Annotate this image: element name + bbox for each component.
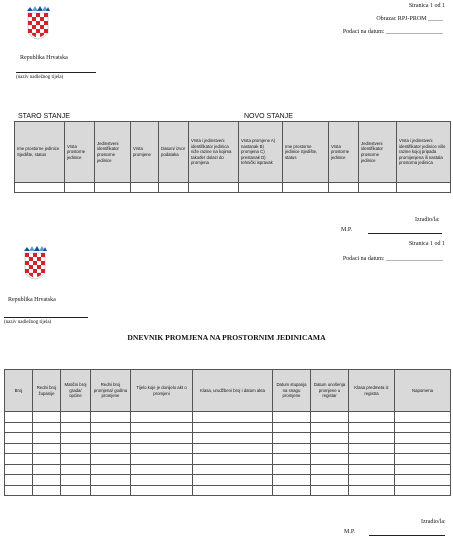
old-state-heading: STARO STANJE — [18, 113, 70, 120]
column-header: Klasa, urudžbeni broj i datum akta — [193, 370, 273, 412]
table-cell[interactable] — [15, 183, 65, 193]
column-header: Vrsta promjene A) nastanak B) promjena C) prestanak D) tehnički ispravak — [239, 122, 283, 183]
column-header: Ime prostorne jedinice Sjedište, status — [15, 122, 65, 183]
table-cell[interactable] — [349, 475, 395, 486]
table-cell[interactable] — [311, 433, 349, 444]
column-header: Vrsta i jedinstveni identifikator jedinica niže razine na kojima također dolazi do promjena — [189, 122, 239, 183]
table-row — [5, 433, 451, 444]
table-row — [5, 454, 451, 465]
table-cell[interactable] — [311, 475, 349, 486]
column-header: Datum unošenja promjene u registar — [311, 370, 349, 412]
table-cell[interactable] — [359, 183, 397, 193]
table-cell[interactable] — [349, 433, 395, 444]
table-cell[interactable] — [193, 433, 273, 444]
page-number: Stranica 1 od 1 — [408, 3, 445, 9]
table-cell[interactable] — [193, 454, 273, 465]
table-cell[interactable] — [91, 464, 131, 475]
column-header: Redni broj promjena/ godina promjene — [91, 370, 131, 412]
table-cell[interactable] — [5, 485, 33, 496]
table-cell[interactable] — [273, 433, 311, 444]
table-cell[interactable] — [283, 183, 329, 193]
column-header: Vrsta promjene — [131, 122, 159, 183]
table-cell[interactable] — [33, 464, 61, 475]
column-header: Vrsta prostorne jedinice — [329, 122, 359, 183]
table-cell[interactable] — [33, 412, 61, 423]
table-cell[interactable] — [131, 412, 193, 423]
table-cell[interactable] — [91, 412, 131, 423]
table-row — [5, 422, 451, 433]
data-date-field[interactable]: Podaci na datum: ___________________ — [342, 29, 443, 35]
table-cell[interactable] — [5, 454, 33, 465]
table-cell[interactable] — [159, 183, 189, 193]
table-cell[interactable] — [311, 485, 349, 496]
table-cell[interactable] — [131, 454, 193, 465]
table-cell[interactable] — [349, 454, 395, 465]
table-cell[interactable] — [349, 485, 395, 496]
table-cell[interactable] — [395, 422, 451, 433]
table-header-row — [15, 122, 451, 183]
table-cell[interactable] — [61, 464, 91, 475]
croatia-coat-of-arms-icon — [26, 6, 50, 46]
table-cell[interactable] — [239, 183, 283, 193]
signature-line[interactable] — [369, 535, 445, 536]
authority-caption: (naziv nadležnog tijela) — [16, 75, 64, 80]
table-row — [5, 443, 451, 454]
column-header: Jedinstveni identifikator prostorne jedinice — [95, 122, 131, 183]
table-cell[interactable] — [311, 412, 349, 423]
table-cell[interactable] — [61, 443, 91, 454]
new-state-heading: NOVO STANJE — [244, 113, 293, 120]
table-header-row — [5, 370, 451, 412]
table-cell[interactable] — [33, 422, 61, 433]
table-cell[interactable] — [329, 183, 359, 193]
table-row — [15, 183, 451, 193]
table-cell[interactable] — [395, 485, 451, 496]
table-cell[interactable] — [395, 412, 451, 423]
table-cell[interactable] — [91, 475, 131, 486]
signature-line[interactable] — [368, 233, 442, 234]
table-cell[interactable] — [349, 443, 395, 454]
table-cell[interactable] — [5, 475, 33, 486]
table-cell[interactable] — [349, 422, 395, 433]
table-cell[interactable] — [131, 475, 193, 486]
table-cell[interactable] — [273, 464, 311, 475]
table-cell[interactable] — [349, 412, 395, 423]
form-code: Obrazac RPJ-PROM _____ — [376, 16, 443, 22]
table-cell[interactable] — [193, 412, 273, 423]
table-cell[interactable] — [131, 485, 193, 496]
table-cell[interactable] — [273, 443, 311, 454]
table-cell[interactable] — [395, 464, 451, 475]
column-header: Redni broj županije — [33, 370, 61, 412]
table-row — [5, 485, 451, 496]
data-date-field[interactable]: Podaci na datum: ___________________ — [342, 256, 443, 262]
table-row — [5, 464, 451, 475]
table-cell[interactable] — [131, 464, 193, 475]
column-header: Napomena — [395, 370, 451, 412]
table-cell[interactable] — [193, 485, 273, 496]
table-cell[interactable] — [33, 443, 61, 454]
table-cell[interactable] — [61, 485, 91, 496]
table-cell[interactable] — [193, 443, 273, 454]
column-header: Matični broj grada/ općine — [61, 370, 91, 412]
table-row — [5, 475, 451, 486]
table-cell[interactable] — [349, 464, 395, 475]
table-cell[interactable] — [5, 464, 33, 475]
table-cell[interactable] — [61, 475, 91, 486]
country-name: Republika Hrvatska — [8, 297, 56, 303]
table-cell[interactable] — [311, 422, 349, 433]
table-cell[interactable] — [95, 183, 131, 193]
table-cell[interactable] — [61, 433, 91, 444]
table-cell[interactable] — [131, 443, 193, 454]
table-cell[interactable] — [61, 412, 91, 423]
stamp-label: M.P. — [341, 227, 353, 233]
table-cell[interactable] — [395, 443, 451, 454]
table-cell[interactable] — [61, 454, 91, 465]
table-cell[interactable] — [91, 443, 131, 454]
table-cell[interactable] — [193, 422, 273, 433]
column-header: Vrsta prostorne jedinice — [65, 122, 95, 183]
column-header: Jedinstveni identifikator prostorne jedinice — [359, 122, 397, 183]
change-log-table — [4, 369, 451, 496]
stamp-label: M.P. — [344, 529, 356, 535]
table-cell[interactable] — [33, 454, 61, 465]
column-header: Datum stupanja na snagu promjene — [273, 370, 311, 412]
table-cell[interactable] — [273, 412, 311, 423]
column-header: Datum/ izvor podataka — [159, 122, 189, 183]
prepared-by-label: Izradio/la: — [415, 217, 440, 223]
table-cell[interactable] — [273, 485, 311, 496]
page-number: Stranica 1 od 1 — [408, 241, 445, 247]
table-cell[interactable] — [33, 475, 61, 486]
table-cell[interactable] — [131, 183, 159, 193]
table-cell[interactable] — [273, 454, 311, 465]
authority-caption: (naziv nadležnog tijela) — [4, 320, 52, 325]
table-cell[interactable] — [395, 433, 451, 444]
column-header: Ime prostorne jedinice Sjedište, status — [283, 122, 329, 183]
column-header: Vrsta i jedinstveni identifikator jedinice više razine kojoj pripada promijenjena ili nastala prostorna jedinica — [397, 122, 451, 183]
column-header: Tijelo koje je donijelo akt o promjeni — [131, 370, 193, 412]
authority-name-line[interactable] — [4, 317, 88, 318]
table-cell[interactable] — [91, 422, 131, 433]
table-cell[interactable] — [193, 475, 273, 486]
table-cell[interactable] — [131, 433, 193, 444]
table-cell[interactable] — [65, 183, 95, 193]
column-header: Broj — [5, 370, 33, 412]
table-cell[interactable] — [33, 433, 61, 444]
table-cell[interactable] — [397, 183, 451, 193]
table-cell[interactable] — [91, 433, 131, 444]
table-cell[interactable] — [311, 443, 349, 454]
table-cell[interactable] — [131, 422, 193, 433]
changes-form-table — [14, 121, 451, 193]
country-name: Republika Hrvatska — [20, 55, 68, 61]
table-cell[interactable] — [395, 475, 451, 486]
table-cell[interactable] — [311, 454, 349, 465]
table-cell[interactable] — [395, 454, 451, 465]
table-cell[interactable] — [91, 454, 131, 465]
table-row — [5, 412, 451, 423]
authority-name-line[interactable] — [16, 72, 96, 73]
table-cell[interactable] — [5, 433, 33, 444]
table-cell[interactable] — [5, 422, 33, 433]
document-title: DNEVNIK PROMJENA NA PROSTORNIM JEDINICAMA — [127, 333, 326, 342]
table-cell[interactable] — [5, 443, 33, 454]
table-cell[interactable] — [311, 464, 349, 475]
table-cell[interactable] — [193, 464, 273, 475]
prepared-by-label: Izradio/la: — [421, 519, 446, 525]
table-cell[interactable] — [33, 485, 61, 496]
table-cell[interactable] — [5, 412, 33, 423]
table-cell[interactable] — [273, 475, 311, 486]
croatia-coat-of-arms-icon — [23, 246, 47, 286]
table-cell[interactable] — [61, 422, 91, 433]
table-cell[interactable] — [189, 183, 239, 193]
table-cell[interactable] — [273, 422, 311, 433]
table-cell[interactable] — [91, 485, 131, 496]
column-header: Klasa predmeta iz registra — [349, 370, 395, 412]
